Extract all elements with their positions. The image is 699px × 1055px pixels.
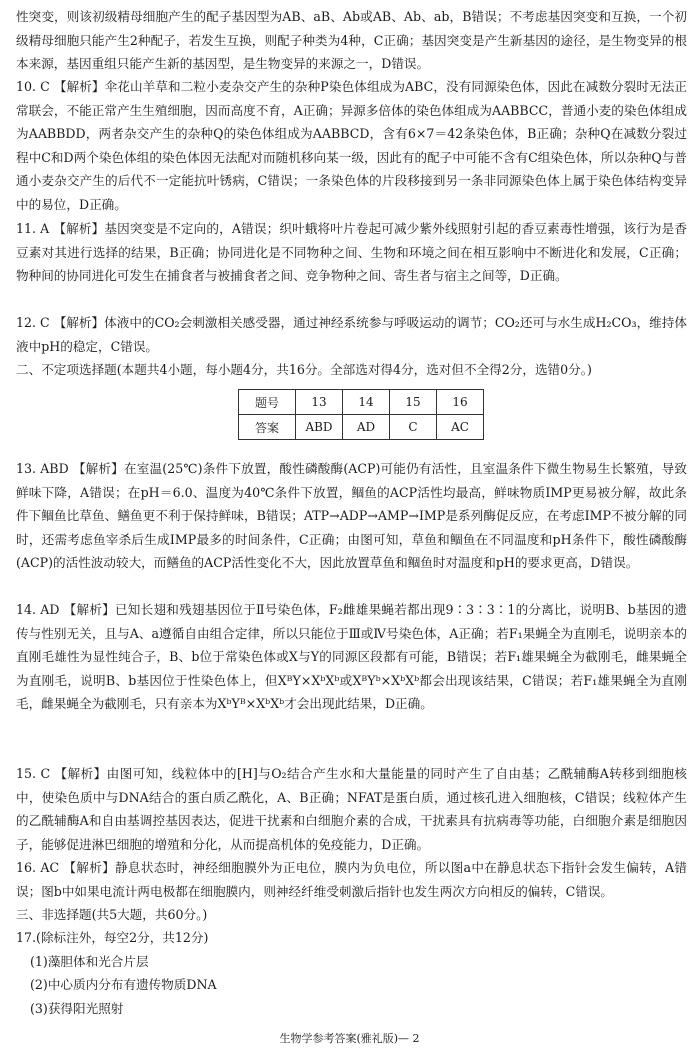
- table-answer-16: AC: [437, 415, 484, 440]
- q13-explanation: 13. ABD 【解析】在室温(25℃)条件下放置，酸性磷酸酶(ACP)可能仍有活性，且室温条件下微生物易生长繁殖，导致鲜味下降，A错误；在pH＝6.0、温度为40℃条件下放置，鲴鱼的ACP活性均最高，鲜味物质IMP更易被分解，故此条件下鲴鱼比草鱼、鳝鱼更不利于保持鲜味，B错误；ATP→ADP→AMP→IMP是系列酶促反应，在考虑IMP不被分解的同时，还需考虑鱼宰杀后生成IMP最多的时间条件，C正确；由图可知，草鱼和鲴鱼在不同温度和pH条件下，酸性磷酸酶(ACP)的活性波动较大，而鳝鱼的ACP活性变化不大，因此放置草鱼和鲴鱼时对温度和pH的要求更高，D错误。: [16, 461, 687, 570]
- table-answer-label: 答案: [239, 415, 296, 440]
- section3-heading: 三、非选择题(共5大题，共60分。): [16, 907, 208, 922]
- q16-explanation: 16. AC 【解析】静息状态时，神经细胞膜外为正电位，膜内为负电位，所以图a中在静息状态下指针会发生偏转，A错误；图b中如果电流计两电极都在细胞膜内，则神经纤维受刺激后指针也发生两次方向相反的偏转，C错误。: [16, 860, 687, 899]
- q9-continuation-paragraph: 性突变，则该初级精母细胞产生的配子基因型为AB、aB、Ab或AB、Ab、ab，B错误；不考虑基因突变和互换，一个初级精母细胞只能产生2种配子，若发生互换，则配子种类为4种，C正确；基因突变是产生新基因的途径，是生物变异的根本来源，基因重组只能产生新的基因型，是生物变异的来源之一，D错误。: [16, 9, 687, 71]
- table-answer-14: AD: [343, 415, 390, 440]
- table-number-15: 15: [390, 390, 437, 415]
- q17-answer-3: (3)获得阳光照射: [30, 1001, 124, 1016]
- q10-explanation: 10. C 【解析】伞花山羊草和二粒小麦杂交产生的杂种P染色体组成为ABC，没有同源染色体，因此在减数分裂时无法正常联会，不能正常产生生殖细胞，因而高度不育，A正确；异源多倍体的染色体组成为AABBCC，普通小麦的染色体组成为AABBDD，两者杂交产生的杂种Q的染色体组成为AABBCD，含有6×7＝42条染色体，B正确；杂种Q在减数分裂过程中C和D两个染色体组的染色体因无法配对而随机移向某一级，因此有的配子中可能不含有C组染色体，所以杂种Q与普通小麦杂交产生的后代不一定能抗叶锈病，C错误；一条染色体的片段移接到另一条非同源染色体上属于染色体结构变异中的易位，D正确。: [16, 79, 687, 212]
- table-number-14: 14: [343, 390, 390, 415]
- page-footer: 生物学参考答案(雅礼版)— 2: [279, 1032, 420, 1045]
- table-number-16: 16: [437, 390, 484, 415]
- section2-heading: 二、不定项选择题(本题共4小题，每小题4分，共16分。全部选对得4分，选对但不全得2分，选错0分。): [16, 362, 592, 377]
- q17-heading: 17.(除标注外，每空2分，共12分): [16, 930, 209, 945]
- table-number-13: 13: [296, 390, 343, 415]
- table-answer-13: ABD: [296, 415, 343, 440]
- q11-explanation: 11. A 【解析】基因突变是不定向的，A错误；织叶蛾将叶片卷起可减少紫外线照射引起的香豆素毒性增强，该行为是香豆素对其进行选择的结果，B正确；协同进化是不同物种之间、生物和环境之间在相互影响中不断进化和发展，C正确；物种间的协同进化可发生在捕食者与被捕食者之间、竞争物种之间、寄生者与宿主之间等，D正确。: [16, 221, 687, 283]
- table-header-label: 题号: [239, 390, 296, 415]
- q12-explanation: 12. C 【解析】体液中的CO₂会刺激相关感受器，通过神经系统参与呼吸运动的调节；CO₂还可与水生成H₂CO₃，维持体液中pH的稳定，C错误。: [16, 315, 687, 354]
- q14-explanation: 14. AD 【解析】已知长翅和残翅基因位于Ⅱ号染色体，F₂雌雄果蝇若都出现9∶3∶3∶1的分离比，说明B、b基因的遗传与性别无关，且与A、a遵循自由组合定律，所以只能位于Ⅲ或Ⅳ号染色体，A正确；若F₁果蝇全为直刚毛，说明亲本的直刚毛雄性为显性纯合子，B、b位于常染色体或X与Y的同源区段都有可能，B错误；若F₁雄果蝇全为截刚毛，雌果蝇全为直刚毛，说明B、b基因位于性染色体上，但XᴮY×XᵇXᵇ或XᴮYᵇ×XᵇXᵇ都会出现该结果，C错误；若F₁雄果蝇全为直刚毛，雌果蝇全为截刚毛，只有亲本为XᵇYᴮ×XᵇXᵇ才会出现此结果，D正确。: [16, 602, 687, 711]
- table-answer-15: C: [390, 415, 437, 440]
- q15-explanation: 15. C 【解析】由图可知，线粒体中的[H]与O₂结合产生水和大量能量的同时产生了自由基；乙酰辅酶A转移到细胞核中，使染色质中与DNA结合的蛋白质乙酰化，A、B正确；NFAT是蛋白质，通过核孔进入细胞核，C错误；线粒体产生的乙酰辅酶A和自由基调控基因表达，促进干扰素和白细胞介素的合成，干扰素具有抗病毒等功能，白细胞介素是细胞因子，能够促进淋巴细胞的增殖和分化，从而提高机体的免疫能力，D正确。: [16, 766, 687, 852]
- q17-answer-2: (2)中心质内分布有遗传物质DNA: [30, 977, 217, 992]
- q17-answer-1: (1)藻胆体和光合片层: [30, 954, 149, 969]
- answer-table-header-row: [239, 390, 484, 415]
- answer-table: [238, 389, 484, 440]
- answer-table-answer-row: [239, 415, 484, 440]
